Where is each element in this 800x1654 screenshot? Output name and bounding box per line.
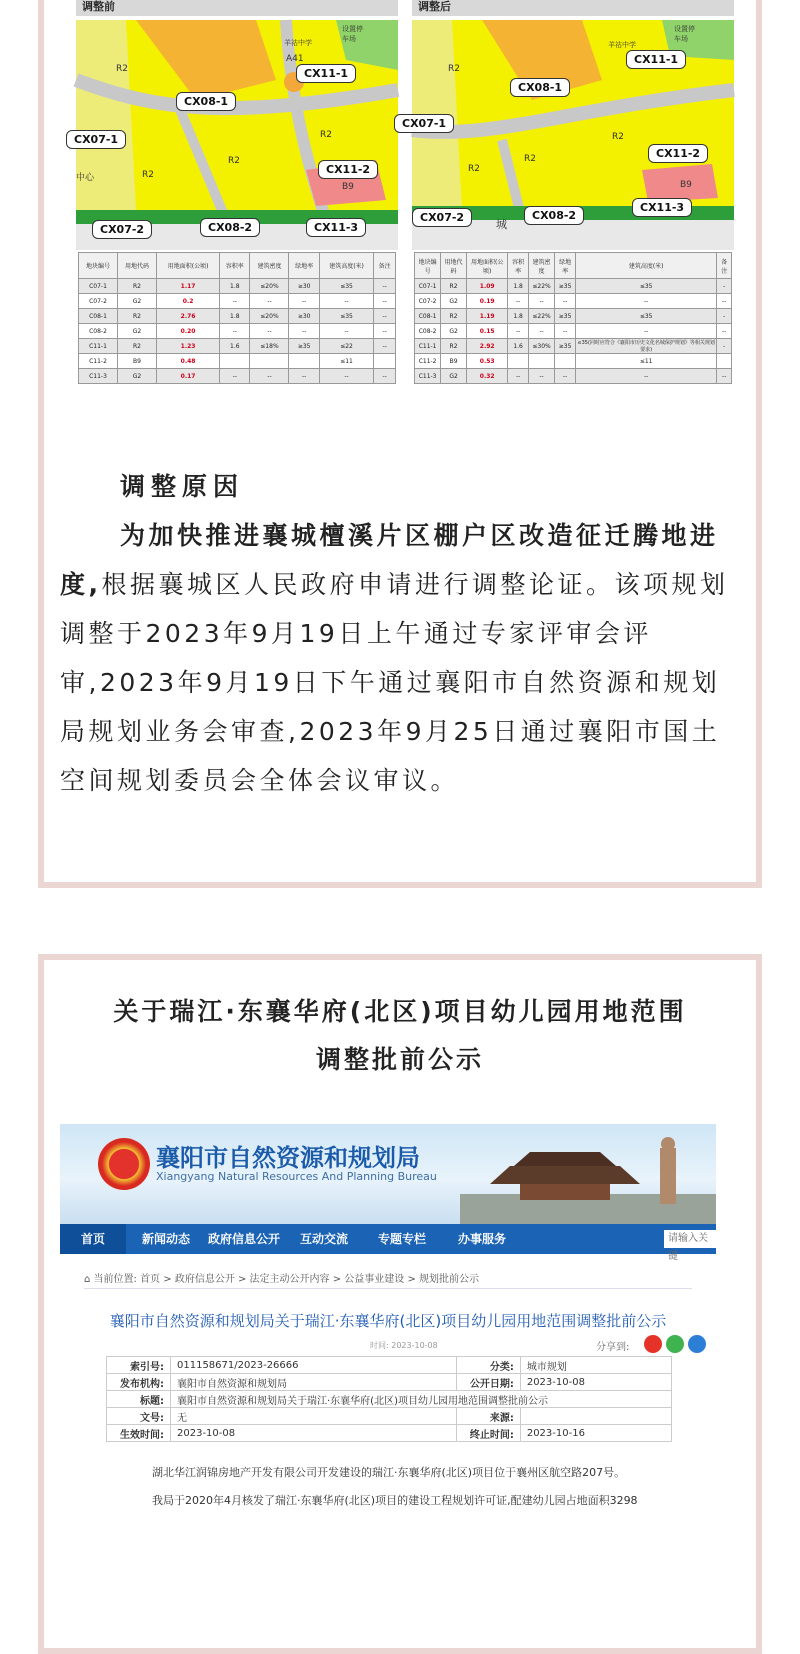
map-before-header: 调整前 [76, 0, 398, 16]
table-header: 备注 [717, 253, 732, 279]
nav-gov-info[interactable]: 政府信息公开 [208, 1232, 281, 1246]
parcel-callout: CX08-1 [510, 78, 570, 97]
parcel-callout: CX07-1 [66, 130, 126, 149]
zone-label: 设置停车场 [674, 25, 695, 43]
parcel-callout: CX08-1 [176, 92, 236, 111]
reason-body-text: 根据襄城区人民政府申请进行调整论证。该项规划调整于2023年9月19日上午通过专家评审会评审,2023年9月19日下午通过襄阳市自然资源和规划局规划业务会审查,2023年9月25日通过襄阳市国土空间规划委员会全体会议审议。 [60, 570, 729, 795]
adjustment-reason [60, 462, 740, 805]
parcel-callout: CX11-2 [648, 144, 708, 163]
zone-label: R2 [468, 164, 480, 174]
document-title[interactable]: 襄阳市自然资源和规划局关于瑞江·东襄华府(北区)项目幼儿园用地范围调整批前公示 [109, 1312, 667, 1330]
parcel-callout: CX11-1 [296, 64, 356, 83]
city-gate-illustration [60, 1124, 716, 1224]
table-header: 用地面积(公顷) [466, 253, 508, 279]
table-header: 用地代码 [441, 253, 467, 279]
table-header: 容积率 [220, 253, 250, 279]
parcel-table-after [414, 252, 732, 384]
search-input[interactable]: 请输入关键 [664, 1230, 716, 1248]
zone-label: 城 [496, 218, 507, 231]
table-header: 备注 [374, 253, 396, 279]
parcel-callout: CX11-1 [626, 50, 686, 69]
table-header: 用地面积(公顷) [157, 253, 220, 279]
website-screenshot [60, 1124, 716, 1624]
table-row: C11-3 G2 0.32 -- -- -- -- -- [415, 369, 732, 384]
table-row: C11-1 R2 2.92 1.6 ≤30% ≥35 ≤35(同时应符合《襄阳市历史文化名城保护规划》等相关规划要求) - [415, 339, 732, 354]
zone-label: R2 [448, 64, 460, 74]
zone-label: 中心 [76, 173, 95, 183]
table-row: C08-1 R2 1.19 1.8 ≤22% ≥35 ≤35 - [415, 309, 732, 324]
parcel-callout: CX07-2 [92, 220, 152, 239]
zone-label: 羊祜中学 [608, 41, 636, 49]
zone-label: R2 [612, 132, 624, 142]
zone-label: 设置停车场 [342, 25, 363, 43]
parcel-callout: CX07-2 [412, 208, 472, 227]
parcel-callout: CX08-2 [200, 218, 260, 237]
map-after-header: 调整后 [412, 0, 734, 16]
breadcrumb: ⌂ 当前位置: 首页 > 政府信息公开 > 法定主动公开内容 > 公益事业建设 > 规划批前公示 [84, 1274, 480, 1285]
nav-interaction[interactable]: 互动交流 [300, 1232, 349, 1246]
reason-bold-text: 为加快推进襄城檀溪片区棚户区改造征迁腾地进度, [60, 521, 719, 599]
zone-label: R2 [524, 154, 536, 164]
map-before-image [76, 20, 398, 250]
table-row: C08-1 R2 2.76 1.8 ≤20% ≥30 ≤35 -- [79, 309, 396, 324]
parcel-callout: CX11-3 [306, 218, 366, 237]
parcel-callout: CX11-3 [632, 198, 692, 217]
table-row: C07-2 G2 0.2 -- -- -- -- -- [79, 294, 396, 309]
table-header: 建筑高度(米) [575, 253, 717, 279]
site-name: 襄阳市自然资源和规划局 [156, 1144, 420, 1172]
main-nav [60, 1224, 716, 1262]
table-header: 用地代码 [118, 253, 157, 279]
table-row: C08-2 G2 0.20 -- -- -- -- -- [79, 324, 396, 339]
body-paragraph: 我局于2020年4月核发了瑞江·东襄华府(北区)项目的建设工程规划许可证,配建幼儿园占地面积3298 [152, 1494, 638, 1507]
table-row: C11-2 B9 0.53 ≤11 [415, 354, 732, 369]
zone-label: R2 [228, 156, 240, 166]
wechat-icon[interactable] [666, 1335, 684, 1353]
table-row: C07-2 G2 0.19 -- -- -- -- -- [415, 294, 732, 309]
table-row: C11-2 B9 0.48 ≤11 [79, 354, 396, 369]
site-banner [60, 1124, 716, 1224]
home-icon: ⌂ [84, 1274, 94, 1285]
site-name-en: Xiangyang Natural Resources And Planning Bureau [156, 1170, 437, 1183]
zone-label: 羊祜中学 [284, 39, 312, 47]
table-row: C08-2 G2 0.15 -- -- -- -- -- [415, 324, 732, 339]
nav-topics[interactable]: 专题专栏 [378, 1232, 427, 1246]
table-row: C07-1 R2 1.17 1.8 ≤20% ≥30 ≤35 -- [79, 279, 396, 294]
parcel-callout: CX07-1 [394, 114, 454, 133]
table-header: 绿地率 [289, 253, 319, 279]
notice-title-line2: 调整批前公示 [315, 1045, 484, 1074]
weibo-icon[interactable] [644, 1335, 662, 1353]
table-header: 地块编号 [79, 253, 118, 279]
reason-heading: 调整原因 [120, 472, 245, 501]
parcel-callout: CX11-2 [318, 160, 378, 179]
zone-label: R2 [320, 130, 332, 140]
parcel-callout: CX08-2 [524, 206, 584, 225]
table-row: C11-3 G2 0.17 -- -- -- -- -- [79, 369, 396, 384]
table-header: 容积率 [508, 253, 528, 279]
zone-label: B9 [342, 182, 354, 192]
table-row: C11-1 R2 1.23 1.6 ≤18% ≥35 ≤22 -- [79, 339, 396, 354]
notice-title-line1: 关于瑞江·东襄华府(北区)项目幼儿园用地范围 [113, 997, 687, 1026]
table-header: 地块编号 [415, 253, 441, 279]
document-meta-table: 索引号: 011158671/2023-26666 分类: 城市规划 发布机构: 襄阳市自然资源和规划局 公开日期: 2023-10-08 标题: 襄阳市自然资源和规划局关于瑞江·东襄华府(北区)项目幼儿园用地范围调整批前公示 文号: 无 来源: 生效时间: 2023-10-08 终止时间: 2023-10-16 [106, 1356, 672, 1442]
divider [84, 1288, 692, 1289]
table-header: 建筑密度 [250, 253, 289, 279]
table-header: 建筑高度(米) [319, 253, 373, 279]
document-time: 时间: 2023-10-08 [370, 1341, 438, 1350]
zone-label: A41 [286, 54, 304, 64]
body-paragraph: 湖北华江润锦房地产开发有限公司开发建设的瑞江·东襄华府(北区)项目位于襄州区航空路207号。 [152, 1466, 626, 1479]
share-label: 分享到: [596, 1342, 630, 1353]
nav-news[interactable]: 新闻动态 [142, 1232, 191, 1246]
parcel-table-before [78, 252, 396, 384]
nav-services[interactable]: 办事服务 [458, 1232, 507, 1246]
table-header: 绿地率 [555, 253, 576, 279]
map-before-panel [76, 0, 398, 390]
table-header: 建筑密度 [528, 253, 555, 279]
nav-home[interactable]: 首页 [60, 1224, 126, 1254]
table-row: C07-1 R2 1.09 1.8 ≤22% ≥35 ≤35 - [415, 279, 732, 294]
qzone-icon[interactable] [688, 1335, 706, 1353]
zone-label: R2 [142, 170, 154, 180]
zone-label: R2 [116, 64, 128, 74]
zone-label: B9 [680, 180, 692, 190]
map-after-panel [402, 0, 734, 390]
map-after-image [402, 20, 734, 250]
